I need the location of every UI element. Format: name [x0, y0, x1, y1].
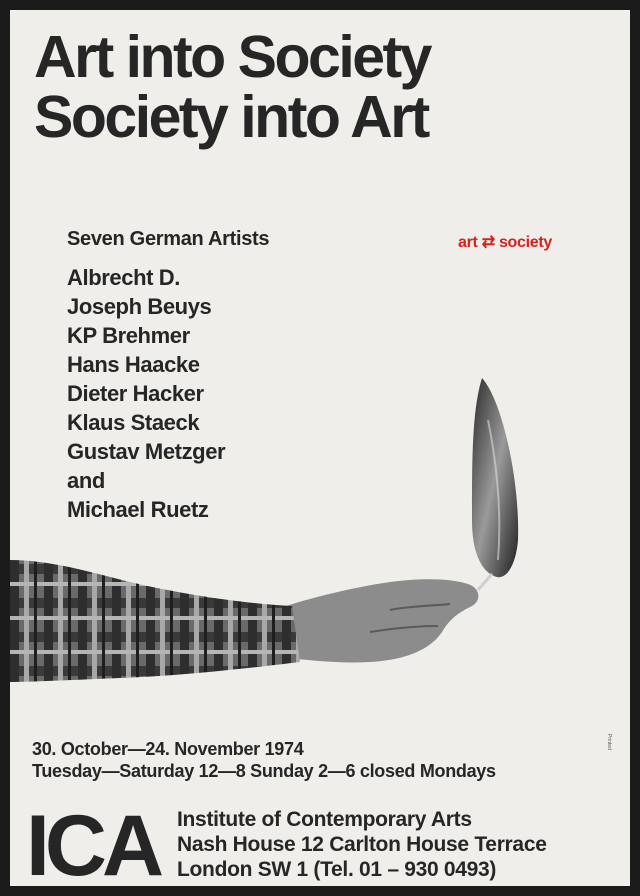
opening-hours: Tuesday—Saturday 12—8 Sunday 2—6 closed Mondays: [32, 761, 496, 781]
poster: [10, 10, 630, 886]
artist-name: KP Brehmer: [67, 323, 190, 348]
title-line-1: Art into Society: [34, 24, 430, 90]
venue-city-phone: London SW 1 (Tel. 01 – 930 0493): [177, 858, 497, 881]
artist-name: Hans Haacke: [67, 352, 200, 377]
artist-name: Albrecht D.: [67, 265, 180, 290]
printer-mark: Printed: [606, 734, 612, 750]
ica-logo: ICA: [26, 798, 160, 886]
title-line-2: Society into Art: [34, 84, 428, 150]
artist-name: and: [67, 468, 105, 493]
artist-name: Michael Ruetz: [67, 497, 209, 522]
venue-name: Institute of Contemporary Arts: [177, 808, 472, 831]
burning-feather-arm-photo: [10, 360, 630, 710]
venue-address: Nash House 12 Carlton House Terrace: [177, 833, 547, 856]
subtitle: Seven German Artists: [67, 228, 270, 250]
venue-block: [177, 807, 547, 882]
date-range: 30. October—24. November 1974: [32, 739, 304, 759]
feather-shape: [472, 378, 518, 577]
exhibition-dates: [32, 738, 496, 782]
hand-shape: [280, 579, 478, 662]
tagline: art ⇄ society: [458, 234, 552, 251]
artist-name: Klaus Staeck: [67, 410, 200, 435]
artist-name: Gustav Metzger: [67, 439, 226, 464]
artist-name: Joseph Beuys: [67, 294, 212, 319]
artist-name: Dieter Hacker: [67, 381, 204, 406]
plaid-sleeve: [10, 560, 300, 682]
